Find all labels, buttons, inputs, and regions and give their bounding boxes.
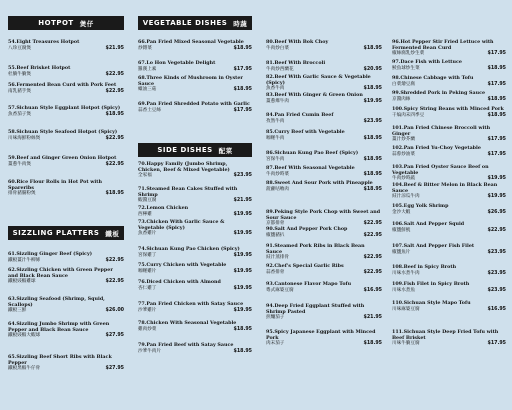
dish-price: $18.95 [487, 65, 506, 71]
dish-name-zh: 薑蔥牛肉煲 [8, 161, 31, 167]
menu-item [392, 146, 506, 157]
dish-name: 66.Pan Fried Mixed Seasonal Vegetable [138, 39, 244, 45]
dish-price: $19.95 [363, 98, 382, 104]
dish-name: 79.Pan Fried Beef with Satay Sauce [138, 342, 234, 348]
menu-item [266, 61, 382, 72]
dish-price: $22.95 [487, 227, 506, 233]
dish-name: 72.Lemon Chicken [138, 205, 189, 211]
menu-item [266, 210, 382, 227]
dish-name-zh: 菠蘿咕嚕肉 [266, 186, 289, 192]
menu-item [138, 247, 252, 258]
dish-name-zh: 孜然牛肉 [266, 118, 285, 124]
menu-item [138, 40, 252, 51]
dish-name: 87.Beef With Seasonal Vegetable [266, 165, 355, 171]
dish-name-zh: 薑蔥爆牛肉 [266, 98, 289, 104]
dish-price: $26.00 [105, 308, 124, 314]
section-header [138, 16, 252, 30]
dish-name-zh: 鐵板黑椒牛仔骨 [8, 366, 41, 372]
menu-item [266, 227, 382, 238]
menu-item [392, 222, 506, 233]
menu-item [138, 321, 252, 332]
menu-item [392, 330, 506, 347]
dish-name-zh: 鐵板薑汁牛柳條 [8, 257, 41, 263]
menu-item [138, 102, 252, 113]
menu-item [392, 244, 506, 255]
dish-name: 56.Fermented Bean Curd with Pork Feet [8, 82, 117, 88]
dish-name-zh: 南乳豬手煲 [8, 88, 31, 94]
dish-price: $26.95 [487, 209, 506, 215]
section-title: SIDE DISHES [157, 146, 213, 154]
dish-name: 76.Diced Chicken with Almond [138, 279, 221, 285]
dish-name-zh: 牛肉炒西蘭花 [266, 66, 294, 72]
dish-name: 74.Sichuan Kung Pao Chicken (Spicy) [138, 246, 240, 252]
dish-name-zh: 鐵板豉椒雞球 [8, 279, 36, 285]
menu-item [392, 76, 506, 87]
menu-item [8, 130, 124, 141]
dish-name-zh: 杜腩牛腩煲 [8, 71, 31, 77]
dish-name: 86.Sichuan Kung Pao Beef (Spicy) [266, 150, 359, 156]
dish-name: 98.Chinese Cabbage with Tofu [392, 75, 474, 81]
menu-item [266, 166, 382, 177]
dish-price: $18.95 [363, 156, 382, 162]
dish-name: 70.Happy Family (Jumbo Shrimp, Chicken, Beef & Mixed Vegetable) [138, 161, 230, 173]
dish-name: 101.Pan Fried Chinese Broccoli with Ginger [392, 125, 491, 137]
dish-name-zh: 蒜香土豆絲 [138, 107, 161, 113]
menu-item [8, 252, 124, 263]
menu-item [138, 162, 252, 179]
dish-name-zh: 咖喱牛肉 [266, 135, 285, 141]
dish-price: $23.95 [487, 270, 506, 276]
section-header [138, 143, 252, 157]
dish-price: $19.95 [233, 285, 252, 291]
dish-price: $20.95 [363, 66, 382, 72]
dish-name: 104.Beef & Bitter Melon in Black Bean Sauce [392, 182, 498, 194]
dish-price: $18.95 [233, 87, 252, 93]
menu-item [392, 301, 506, 312]
dish-name-zh: 蠔油三菇 [138, 87, 157, 93]
dish-name-zh: 白菜燴豆腐 [392, 81, 415, 87]
dish-name: 83.Beef With Ginger & Green Onion [266, 92, 363, 98]
dish-name: 73.Chicken With Garlic Sauce & Vegetable (Spicy) [138, 219, 225, 231]
section-title-zh: 時蔬 [233, 19, 248, 28]
dish-name: 94.Deep Fried Eggplant Stuffed with Shrimp Pasted [266, 303, 365, 315]
dish-name: 97.Dace Fish with Lettuce [392, 59, 462, 65]
dish-name: 77.Pan Fried Chicken with Satay Sauce [138, 301, 244, 307]
dish-name-zh: 排骨豬腸粉煲 [8, 191, 36, 197]
menu-item [8, 40, 124, 51]
dish-name-zh: 魚香茄子煲 [8, 111, 31, 117]
dish-price: $19.95 [233, 268, 252, 274]
section-header [8, 226, 124, 240]
section-title: VEGETABLE DISHES [142, 19, 228, 27]
dish-name-zh: 牛肉炒白菜 [266, 45, 289, 51]
dish-name: 64.Sizzling Jumbo Shrimp with Green Pepper and Black Bean Sauce [8, 321, 110, 333]
dish-name: 99.Shredded Pork in Peking Sauce [392, 90, 486, 96]
dish-name: 102.Pan Fried Yu-Choy Vegetable [392, 145, 481, 151]
menu-item [138, 302, 252, 313]
dish-price: $23.95 [363, 118, 382, 124]
menu-item [266, 244, 382, 261]
section-title-zh: 鐵板 [105, 229, 120, 238]
dish-name: 89.Peking Style Pork Chop with Sweet and Sour Sauce [266, 209, 381, 221]
dish-price: $18.95 [105, 111, 124, 117]
dish-name-zh: 牛肉炒時菜 [266, 171, 289, 177]
section-title-zh: 煲仔 [79, 19, 94, 28]
dish-name: 57.Sichuan Style Eggplant Hotpot (Spicy) [8, 105, 121, 111]
dish-name: 95.Spicy Japanese Eggplant with Minced Pork [266, 329, 376, 341]
dish-name-zh: 鐵板豉椒大蝦球 [8, 333, 41, 339]
dish-name: 59.Beef and Ginger Green Onion Hotpot [8, 155, 117, 161]
section-header [8, 16, 124, 30]
dish-name: 108.Beef in Spicy Broth [392, 264, 457, 270]
menu-item [266, 93, 382, 104]
dish-name-zh: 沙爹牛肉片 [138, 348, 161, 354]
dish-name: 81.Beef With Broccoli [266, 60, 326, 66]
menu-item [266, 304, 382, 321]
menu-item [392, 40, 506, 57]
dish-name-zh: 西檸雞 [138, 211, 152, 217]
dish-price: $19.95 [233, 211, 252, 217]
dish-price: $22.95 [105, 135, 124, 141]
menu-item [138, 263, 252, 274]
dish-price: $18.95 [105, 191, 124, 197]
dish-price: $22.95 [363, 232, 382, 238]
dish-price: $22.95 [105, 161, 124, 167]
dish-price: $18.95 [487, 112, 506, 118]
dish-name-zh: 川味麻婆豆腐 [392, 306, 420, 312]
section-title: SIZZLING PLATTERS [12, 229, 100, 237]
dish-name: 105.Egg Yolk Shrimp [392, 203, 449, 209]
dish-price: $18.95 [363, 186, 382, 192]
menu-item [266, 75, 382, 92]
dish-price: $22.95 [105, 88, 124, 94]
dish-price: $18.95 [363, 341, 382, 347]
dish-name-zh: 羅漢上素 [138, 66, 157, 72]
dish-name: 90.Salt And Pepper Pork Chop [266, 226, 348, 232]
dish-name: 106.Salt And Pepper Squid [392, 221, 465, 227]
dish-price: $22.95 [105, 279, 124, 285]
menu-item [266, 264, 382, 275]
dish-name-zh: 椒鹽魚片 [392, 249, 411, 255]
dish-price: $18.95 [363, 135, 382, 141]
dish-name-zh: 肉末茄子 [266, 341, 285, 347]
dish-name-zh: 宮保牛肉 [266, 156, 285, 162]
dish-name-zh: 魚香雞片 [138, 231, 157, 237]
dish-price: $18.95 [487, 96, 506, 102]
menu-item [392, 60, 506, 71]
dish-price: $18.95 [233, 326, 252, 332]
dish-name-zh: 炒雜菜 [138, 45, 152, 51]
dish-name: 109.Fish Filet in Spicy Broth [392, 281, 470, 287]
dish-name-zh: 豉汁蒸排骨 [266, 255, 289, 261]
menu-item [8, 106, 124, 117]
menu-item [266, 40, 382, 51]
dish-name: 75.Curry Chicken with Vegetable [138, 262, 227, 268]
menu-item [266, 330, 382, 347]
menu-item [8, 297, 124, 314]
menu-item [8, 355, 124, 372]
menu-item [392, 107, 506, 118]
dish-name-zh: 川味水煮魚 [392, 287, 415, 293]
dish-price: $19.95 [487, 176, 506, 182]
dish-name-zh: 咖喱雞片 [138, 268, 157, 274]
dish-name: 96.Hot Pepper Stir Fried Lettuce with Fermented Bean Curd [392, 39, 494, 51]
dish-price: $16.95 [487, 306, 506, 312]
dish-price: $19.95 [233, 307, 252, 313]
dish-name-zh: 京都排骨 [266, 221, 285, 227]
dish-price: $17.95 [233, 66, 252, 72]
dish-price: $17.95 [487, 137, 506, 143]
dish-price: $23.95 [487, 287, 506, 293]
dish-price: $16.95 [363, 287, 382, 293]
dish-name: 63.Sizzling Seafood (Shrimp, Squid, Scallops) [8, 296, 105, 308]
menu-item [392, 183, 506, 200]
dish-price: $22.95 [363, 269, 382, 275]
dish-name: 110.Sichuan Style Mapo Tofu [392, 300, 471, 306]
dish-name: 78.Chicken With Seasonal Vegetable [138, 320, 237, 326]
dish-name: 65.Sizzling Beef Short Ribs with Black Pepper [8, 354, 112, 366]
dish-name: 58.Sichuan Style Seafood Hotpot (Spicy) [8, 129, 118, 135]
dish-name-zh: 豉汁涼瓜牛肉 [392, 194, 420, 200]
menu-column [266, 0, 382, 410]
dish-name-zh: 八珍豆腐煲 [8, 45, 31, 51]
dish-name-zh: 薑汁炒芥蘭 [392, 137, 415, 143]
dish-name: 61.Sizzling Ginger Beef (Spicy) [8, 251, 93, 257]
menu-item [266, 130, 382, 141]
dish-price: $18.95 [233, 45, 252, 51]
dish-price: $21.95 [105, 45, 124, 51]
dish-price: $17.95 [233, 107, 252, 113]
menu-item [8, 180, 124, 197]
dish-name-zh: 椒絲腐乳炒生菜 [392, 51, 425, 57]
menu-item [266, 282, 382, 293]
dish-name: 92.Chef's Special Garlic Ribs [266, 263, 344, 269]
dish-price: $22.95 [363, 221, 382, 227]
dish-name-zh: 鯪魚球炒生菜 [392, 65, 420, 71]
menu-item [392, 165, 506, 182]
dish-price: $18.95 [233, 348, 252, 354]
dish-name-zh: 沙爹雞片 [138, 307, 157, 313]
menu-item [266, 151, 382, 162]
dish-name-zh: 鐵板三鮮 [8, 308, 27, 314]
section-title-zh: 配菜 [218, 146, 233, 155]
menu-item [8, 268, 124, 285]
dish-price: $18.95 [363, 45, 382, 51]
menu-column [138, 0, 252, 410]
dish-name-zh: 椒鹽豬扒 [266, 232, 285, 238]
dish-name-zh: 椒鹽鮮魷 [392, 227, 411, 233]
dish-price: $18.95 [363, 171, 382, 177]
dish-name: 88.Sweet And Sour Pork with Pineapple [266, 180, 373, 186]
menu-item [266, 181, 382, 192]
dish-name-zh: 杏仁雞丁 [138, 285, 157, 291]
dish-price: $22.95 [105, 257, 124, 263]
dish-name: 60.Rice Flour Rolls in Hot Pot with Spareribs [8, 179, 102, 191]
dish-name: 93.Cantonese Flavor Mapo Tofu [266, 281, 352, 287]
dish-name-zh: 煎釀茄子 [266, 315, 285, 321]
dish-price: $18.95 [363, 86, 382, 92]
menu-item [138, 280, 252, 291]
menu-item [392, 126, 506, 143]
dish-price: $22.95 [363, 255, 382, 261]
dish-price: $27.95 [105, 333, 124, 339]
dish-name-zh: 川味水煮牛肉 [392, 270, 420, 276]
dish-price: $17.95 [487, 81, 506, 87]
menu-item [138, 187, 252, 204]
menu-item [138, 220, 252, 237]
dish-name: 85.Curry Beef with Vegetable [266, 129, 345, 135]
dish-name-zh: 蒜香排骨 [266, 269, 285, 275]
menu-item [138, 61, 252, 72]
menu-column [8, 0, 124, 410]
menu-item [138, 206, 252, 217]
menu-item [8, 66, 124, 77]
dish-name-zh: 蒜蓉炒油菜 [392, 151, 415, 157]
dish-name-zh: 牛肉炒時蔬 [392, 176, 415, 182]
dish-name: 111.Sichuan Style Deep Fried Tofu with Beef Brisket [392, 329, 499, 341]
dish-price: $23.95 [487, 249, 506, 255]
dish-name-zh: 粵式麻婆豆腐 [266, 287, 294, 293]
dish-name-zh: 干煸肉末四季豆 [392, 112, 425, 118]
dish-name: 107.Salt And Pepper Fish Filet [392, 243, 475, 249]
dish-name: 62.Sizzling Chicken with Green Pepper and Black Bean Sauce [8, 267, 113, 279]
dish-name: 100.Spicy String Beans with Minced Pork [392, 106, 504, 112]
menu-item [138, 76, 252, 93]
section-title: HOTPOT [38, 19, 74, 27]
dish-name-zh: 川味牛腩豆腐 [392, 341, 420, 347]
dish-name: 69.Pan Fried Shredded Potato with Garlic [138, 101, 250, 107]
menu-item [8, 83, 124, 94]
dish-price: $17.95 [487, 151, 506, 157]
dish-name: 55.Beef Brisket Hotpot [8, 65, 71, 71]
dish-name-zh: 京醬肉絲 [392, 96, 411, 102]
dish-name: 71.Steamed Bean Cakes Stuffed with Shrimp [138, 186, 238, 198]
dish-name-zh: 蝦醬豆腐 [138, 198, 157, 204]
menu-item [392, 282, 506, 293]
dish-name: 103.Pan Fried Oyster Sauce Beef on Vegetable [392, 164, 489, 176]
dish-name-zh: 雞肉炒菜 [138, 326, 157, 332]
dish-price: $17.95 [487, 341, 506, 347]
dish-name: 68.Three Kinds of Mushroom in Oyster Sauce [138, 75, 243, 87]
dish-price: $19.95 [233, 231, 252, 237]
dish-price: $23.95 [233, 173, 252, 179]
dish-price: $19.95 [487, 194, 506, 200]
dish-name: 82.Beef With Garlic Sauce & Vegetable (Spicy) [266, 74, 371, 86]
dish-name-zh: 宮保雞丁 [138, 252, 157, 258]
menu-column [392, 0, 506, 410]
dish-name: 84.Pan Fried Cumin Beef [266, 112, 334, 118]
dish-price: $21.95 [233, 198, 252, 204]
dish-name: 80.Beef With Bok Choy [266, 39, 329, 45]
dish-price: $22.95 [105, 71, 124, 77]
dish-price: $27.95 [105, 366, 124, 372]
menu-item [392, 265, 506, 276]
menu-item [266, 113, 382, 124]
menu-item [8, 156, 124, 167]
dish-name-zh: 全家福 [138, 173, 152, 179]
menu-item [8, 322, 124, 339]
menu-item [138, 343, 252, 354]
dish-price: $21.95 [363, 315, 382, 321]
dish-price: $17.95 [487, 51, 506, 57]
dish-name-zh: 川味海鮮粉絲煲 [8, 135, 41, 141]
dish-name: 54.Eight Treasures Hotpot [8, 39, 80, 45]
dish-name: 67.Lo Hon Vegetable Delight [138, 60, 216, 66]
dish-name-zh: 金沙大蝦 [392, 209, 411, 215]
dish-name-zh: 魚香牛肉 [266, 86, 285, 92]
dish-price: $19.95 [233, 252, 252, 258]
dish-name: 91.Steamed Pork Ribs in Black Bean Sauce [266, 243, 365, 255]
menu-item [392, 204, 506, 215]
menu-item [392, 91, 506, 102]
